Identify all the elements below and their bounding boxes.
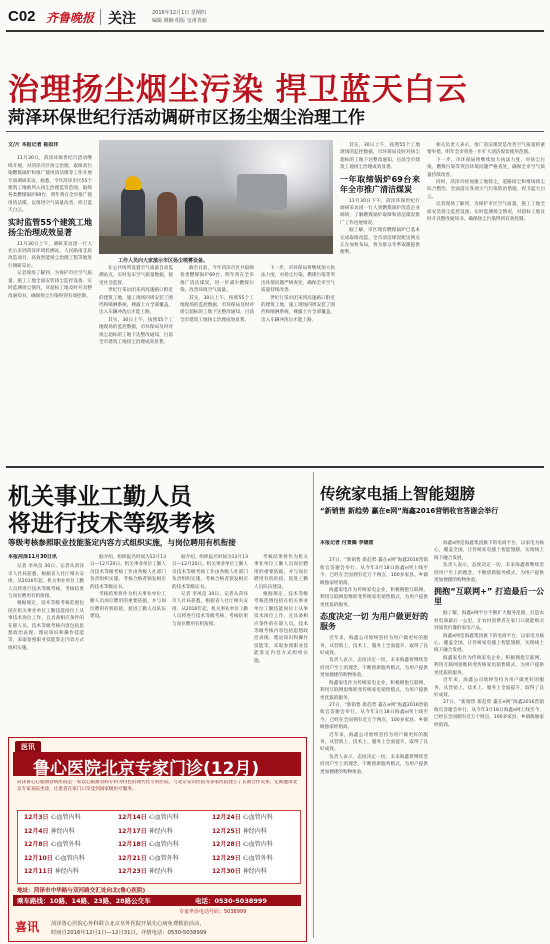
ad-schedule-row [212,855,273,863]
lead-column-5 [340,142,420,460]
story2-paragraph: 据介绍，组织报名时间为12月13日—12月20日。机关事业单位工勤人员技术等级考核工作由各级人社部门负责组织实施，考核合格者颁发相应的技术等级证书。 [172,555,248,590]
story2-paragraph: 考核结果将作为机关事业单位工勤人员岗位聘用的重要依据，并与岗位聘用有机衔接，促进工勤人员队伍建设。 [90,592,166,620]
ad-schedule-row [24,868,79,876]
lead-paragraph: 11月30日下午，菏泽环保世纪行调研采访团一行人到燃煤锅炉改造企业调研，了解燃煤锅炉取缔和清洁煤炭推广工作进展情况。 [340,198,420,226]
ad-schedule-dept: 心血管外科 [148,854,179,862]
ad-schedule-table [17,810,301,884]
ad-schedule-row [24,855,85,863]
lead-paragraph: 世纪行采访团来到高速路口附近的建筑工地，施工现场四周安装了围挡和喷淋系统，裸露土方全部覆盖，出入车辆冲洗后才能上路。 [99,288,173,316]
lead-paragraph: 下一步，市环保局将继续加大执法力度，对扬尘污染、燃煤污染等突出环境问题严格查处，确保全市空气质量持续改善。 [261,266,335,294]
ad-schedule-row [118,868,173,876]
ad-schedule-date: 12月24日 [212,814,241,821]
story3-subheading-1: 态度决定一切 为用户做更好的服务 [320,612,428,632]
ad-bottom-text: 菏泽鲁心医院心外科联合北京阜外医院开展先心病免费救治活动， [51,921,205,927]
story2-paragraph: 根据规定，技术等级考核范围包括在机关事业单位工勤技能岗位上从事技术岗位工作，且具备相应条件的在职人员。技术等级考核内容包括思想政治表现、理论知识和操作技能等，采取参照职业技能鉴定内容方式组织实施。 [8,601,84,651]
ad-title: 鲁心医院北京专家门诊(12月) [33,759,260,779]
story3-paragraph: 27日，“新销售 新趋势 赢在e网”海鑫2016营销收官答谢会举行，从今年3月18日海鑫e网上线至今，已经在全国拥有近万个网点，100多家县、乡镇级独家经销商。 [320,558,428,586]
story3-paragraph: 近年来，海鑫公司始终坚持为用户做更好的服务，从营销上、技术上、服务上全面提升，取得了良好成效。 [320,732,428,753]
lead-photo [99,140,333,254]
story3-subhead: “新销售 新趋势 赢在e网”海鑫2016营销收官答谢会举行 [320,507,499,515]
lead-paragraph: 11月30日，菏泽环保世纪行活动继续开展。对菏泽市区扬尘治理，取缔高污染燃煤锅炉和推广使用清洁煤等工作开展专项调研采访。据悉，今年菏泽市区55个建筑工地被列入扬尘治理监管范围，取缔各类燃煤锅炉69台，明年将在全市推广使用清洁煤，以推进空气质量改善，捍卫蓝天白云。 [8,156,92,214]
story2-byline: 本报菏泽11月30日讯 [8,554,57,560]
ad-schedule-date: 12月14日 [118,814,147,821]
story3-paragraph: 近年来，海鑫公司始终坚持为用户做更好的服务，从营销上、技术上、服务上全面提升，取得了良好成效。 [320,636,428,657]
lead-headline: 治理扬尘烟尘污染 捍卫蓝天白云 [8,72,468,108]
lead-paragraph: 11月30日上午，调研采访团一行人先后来到菏泽环境检测站、人民路南支段改造项目、高效智能扬尘治理工程等地进行调研采访。 [8,241,92,269]
story3-paragraph: 海鑫家电作为传统家电企业，积极拥抱互联网，利用互联网思维转变传统家电销售模式，为用户提供更优质的服务。 [320,680,428,701]
lead-subhead: 菏泽环保世纪行活动调研市区扬尘烟尘治理工作 [8,108,365,128]
ad-schedule-dept: 心血管内科 [242,841,273,849]
photo-ground [99,236,333,254]
hospital-ad [8,737,307,942]
ad-schedule-date: 12月3日 [24,814,49,821]
ad-schedule-dept: 神经内科 [54,868,79,876]
ad-schedule-dept: 神经内科 [50,827,75,835]
story3-paragraph: 海鑫家电作为传统家电企业，积极拥抱互联网，利用互联网思维转变传统家电销售模式，为用户提供更优质的服务。 [434,655,544,676]
story3-headline: 传统家电插上智能翅膀 [320,485,476,503]
ad-schedule-row [24,828,75,836]
lead-bottom-rule [6,466,544,468]
section-name: 关注 [108,11,136,27]
ad-schedule-date: 12月17日 [118,827,147,835]
ad-schedule-row [118,855,179,863]
ad-schedule-row [24,814,81,822]
ad-schedule-date: 12月10日 [24,854,53,862]
lead-paragraph: 其实，30日上午，按照55个工地现场的监控数据，市环保局及时对扬尘超标的工地下达整改通知，目前全市建筑工地扬尘治理成效显著。 [180,295,254,323]
ad-phone-sub: 专家坐诊电话号码：5038999 [179,909,247,915]
ad-schedule-date: 12月18日 [118,841,147,849]
lead-column-6 [427,142,545,460]
ad-schedule-row [212,814,273,822]
story3-byline: 本报记者 付景腾 李德雷 [320,540,374,546]
lead-byline: 文/片 本报记者 崔如洋 [8,142,59,148]
story3-paragraph: 27日，“新销售 新趋势 赢在e网”海鑫2016营销收官答谢会举行，从今年3月18日海鑫e网上线至今，已经在全国拥有近万个网点，100多家县、乡镇级独家经销商。 [434,700,544,728]
ad-schedule-dept: 心血管内科 [148,814,179,821]
story2-column-4 [254,554,308,732]
header-meta-editors: 编辑 姚楠 组版 皇甫青丽 [152,18,207,24]
story3-paragraph: 27日，“新销售 新趋势 赢在e网”海鑫2016营销收官答谢会举行，从今年3月18日海鑫e网上线至今，已经在全国拥有近万个网点，100多家县、乡镇级独家经销商。 [320,702,428,731]
story2-column-2 [90,554,166,732]
section-divider [100,9,101,25]
story2-headline-line2: 将进行技术等级考核 [8,511,215,537]
photo-person [125,176,141,190]
ad-schedule-dept: 心血管外科 [50,841,81,849]
ad-schedule-date: 12月11日 [24,868,53,876]
lead-column-3 [180,265,254,460]
lead-paragraph: 记者现场了解到，为保护市区空气质量，施工工地全面安装扬尘监控设备，实时监测扬尘情况，对超标工地及时开具整改通知书，确保扬尘污染得到有效控制。 [8,271,92,299]
story2-column-1 [8,554,84,732]
photo-machine [237,174,287,210]
ad-bus: 乘车路线：10路、14路、23路、28路公交车 [17,897,151,905]
story2-paragraph: 记者 李凤仪 30日，记者从菏泽市人社局获悉，根据省人社厅相关安排，从2016年起，机关事业单位工勤人员将进行技术等级考核，考核结果与岗位聘用有机衔接。 [172,592,248,627]
lead-paragraph: 在公共场所设置空气质量自动监测站点，实时发布空气质量数据，接受社会监督。 [99,266,173,286]
lead-subheading-1: 实时监管55个建筑工地扬尘治理成效显著 [8,217,92,237]
lead-column-1 [8,142,92,460]
lead-paragraph: 下一步，市环保局将继续加大执法力度，对扬尘污染、燃煤污染等突出环境问题严格查处，确保全市空气质量持续改善。 [427,157,545,178]
story3-column-2 [434,540,544,940]
ad-phone: 电话：0530-5038999 [195,897,267,905]
story3-paragraph: 负责人表示，态度决定一切，未来海鑫将继续坚持用户至上的理念，不断创新服务模式，为用户提供更加便捷的购物体验。 [434,563,544,584]
lead-paragraph: 截至目前，今年菏泽市区共取缔各类燃煤锅炉69台，明年将在全市推广清洁煤炭，进一步减少燃煤污染，改善环境空气质量。 [180,266,254,294]
header-meta-date: 2016年12月1日 星期四 [152,10,206,16]
ad-schedule-date: 12月4日 [24,827,49,835]
story2-headline-line1: 机关事业工勤人员 [8,484,192,510]
ad-schedule-date: 12月8日 [24,841,49,849]
story3-paragraph: 海鑫家电作为传统家电企业，积极拥抱互联网，利用互联网思维转变传统家电销售模式，为用户提供更优质的服务。 [320,588,428,608]
lead-subheading-2: 一年取缔锅炉69台来年全市推广清洁煤炭 [340,174,420,194]
ad-schedule-dept: 神经内科 [242,827,267,835]
ad-top-tag: 医讯 [15,741,41,753]
story3-paragraph: 负责人表示，态度决定一切，未来海鑫将继续坚持用户至上的理念，不断创新服务模式，为用户提供更加便捷的购物体验。 [320,754,428,775]
header-rule [6,30,544,32]
paper-logo: 齐鲁晚报 [46,11,95,25]
story2-subhead: 等级考核参照职业技能鉴定内容方式组织实施，与岗位聘用有机衔接 [8,538,236,547]
ad-schedule-row [212,828,267,836]
ad-schedule-date: 12月23日 [118,868,147,876]
ad-schedule-row [212,868,267,876]
ad-schedule-dept: 心血管内科 [242,814,273,821]
ad-intro: 菏泽鲁心心脑血管病医院是一家以心脑血管病专科为特色的现代化专科医院，与北京安贞医院等多家医院建立了长期合作关系，定期邀请北京专家来院坐诊，让患者在家门口享受到国家级医疗服务。 [17,780,298,792]
ad-bottom-tag: 喜讯 [15,920,40,934]
lead-column-4 [261,265,335,460]
story3-column-1 [320,540,428,940]
ad-schedule-date: 12月30日 [212,868,241,876]
lead-photo-caption: 工作人员向大家演示市区扬尘喷雾设备。 [118,258,209,264]
ad-schedule-dept: 神经内科 [242,868,267,876]
story2-column-3 [172,554,248,732]
lead-paragraph: 据了解，市区现有燃煤锅炉已基本完成取缔改造，全市清洁煤炭配送网点正在加快布局，将为群众冬季取暖提供便利。 [340,228,420,256]
ad-schedule-dept: 心血管外科 [242,854,273,862]
ad-schedule-dept: 神经内科 [148,868,173,876]
ad-schedule-date: 12月25日 [212,827,241,835]
ad-schedule-dept: 心血管内科 [50,814,81,821]
story2-paragraph: 根据规定，技术等级考核范围包括在机关事业单位工勤技能岗位上从事技术岗位工作，且具备相应条件的在职人员。技术等级考核内容包括思想政治表现、理论知识和操作技能等，采取参照职业技能鉴定内容方式组织实施。 [254,592,308,664]
ad-address: 地址：菏泽市中华路与双河路交汇处向北(鲁心医院) [17,888,146,894]
story3-paragraph: 负责人表示，态度决定一切，未来海鑫将继续坚持用户至上的理念，不断创新服务模式，为用户提供更加便捷的购物体验。 [320,658,428,679]
ad-schedule-row [118,841,179,849]
lead-paragraph: 世纪行采访团来到高速路口附近的建筑工地，施工现场四周安装了围挡和喷淋系统，裸露土方全部覆盖，出入车辆冲洗后才能上路。 [261,295,335,323]
ad-schedule-row [212,841,273,849]
ad-schedule-row [118,814,179,822]
story3-paragraph: 海鑫e网是海鑫集团旗下的电商平台，以家电为核心，覆盖全国，让传统家电插上智能翅膀，实现线上线下融合发展。 [434,633,544,654]
lead-paragraph: 同时，菏泽市将加强工地扬尘、道路扬尘和堆场扬尘综合整治，全面落实各项大气污染防治措施，捍卫蓝天白云。 [427,180,545,200]
lead-column-2 [99,265,173,460]
lead-paragraph: 记者现场了解到，为保护市区空气质量，施工工地全面安装扬尘监控设备，实时监测扬尘情况，对超标工地及时开具整改通知书，确保扬尘污染得到有效控制。 [427,202,545,223]
lead-paragraph: 相关负责人表示，推广清洁煤炭是改善空气质量的重要举措，明年全市将进一步扩大清洁煤炭使用范围。 [427,143,545,156]
column-divider [313,472,314,938]
story3-paragraph: 据了解，海鑫e网平台不断扩大服务范围，打造农村电商最后一公里，让农村消费者在家门口就能购买到质优价廉的家电产品。 [434,611,544,632]
story3-paragraph: 近年来，海鑫公司始终坚持为用户做更好的服务，从营销上、技术上、服务上全面提升，取得了良好成效。 [434,678,544,698]
page-number: C02 [8,8,36,25]
ad-schedule-dept: 心血管内科 [148,841,179,849]
ad-schedule-date: 12月21日 [118,854,147,862]
ad-bottom-text-2: 时间自2016年12月1日—12月31日。详情电话：0530-5038999 [51,930,207,936]
story2-paragraph: 记者 李凤仪 30日，记者从菏泽市人社局获悉，根据省人社厅相关安排，从2016年起，机关事业单位工勤人员将进行技术等级考核，考核结果与岗位聘用有机衔接。 [8,564,84,600]
ad-schedule-date: 12月29日 [212,854,241,862]
ad-schedule-row [24,841,81,849]
story3-paragraph: 海鑫e网是海鑫集团旗下的电商平台，以家电为核心，覆盖全国，让传统家电插上智能翅膀，实现线上线下融合发展。 [434,541,544,561]
story3-subheading-2: 拥抱“互联网+” 打造最后一公里 [434,587,544,607]
ad-schedule-dept: 心血管内科 [54,854,85,862]
story2-paragraph: 考核结果将作为机关事业单位工勤人员岗位聘用的重要依据，并与岗位聘用有机衔接，促进工勤人员队伍建设。 [254,555,308,590]
page-header [0,0,550,30]
lead-top-rule [6,131,544,132]
story2-paragraph: 据介绍，组织报名时间为12月13日—12月20日。机关事业单位工勤人员技术等级考核工作由各级人社部门负责组织实施，考核合格者颁发相应的技术等级证书。 [90,555,166,590]
lead-paragraph: 其实，30日上午，按照55个工地现场的监控数据，市环保局及时对扬尘超标的工地下达整改通知，目前全市建筑工地扬尘治理成效显著。 [340,143,420,171]
ad-schedule-date: 12月28日 [212,841,241,849]
ad-schedule-dept: 神经内科 [148,827,173,835]
lead-paragraph: 其实，30日上午，按照55个工地现场的监控数据，市环保局及时对扬尘超标的工地下达整改通知，目前全市建筑工地扬尘治理成效显著。 [99,317,173,346]
ad-schedule-row [118,828,173,836]
